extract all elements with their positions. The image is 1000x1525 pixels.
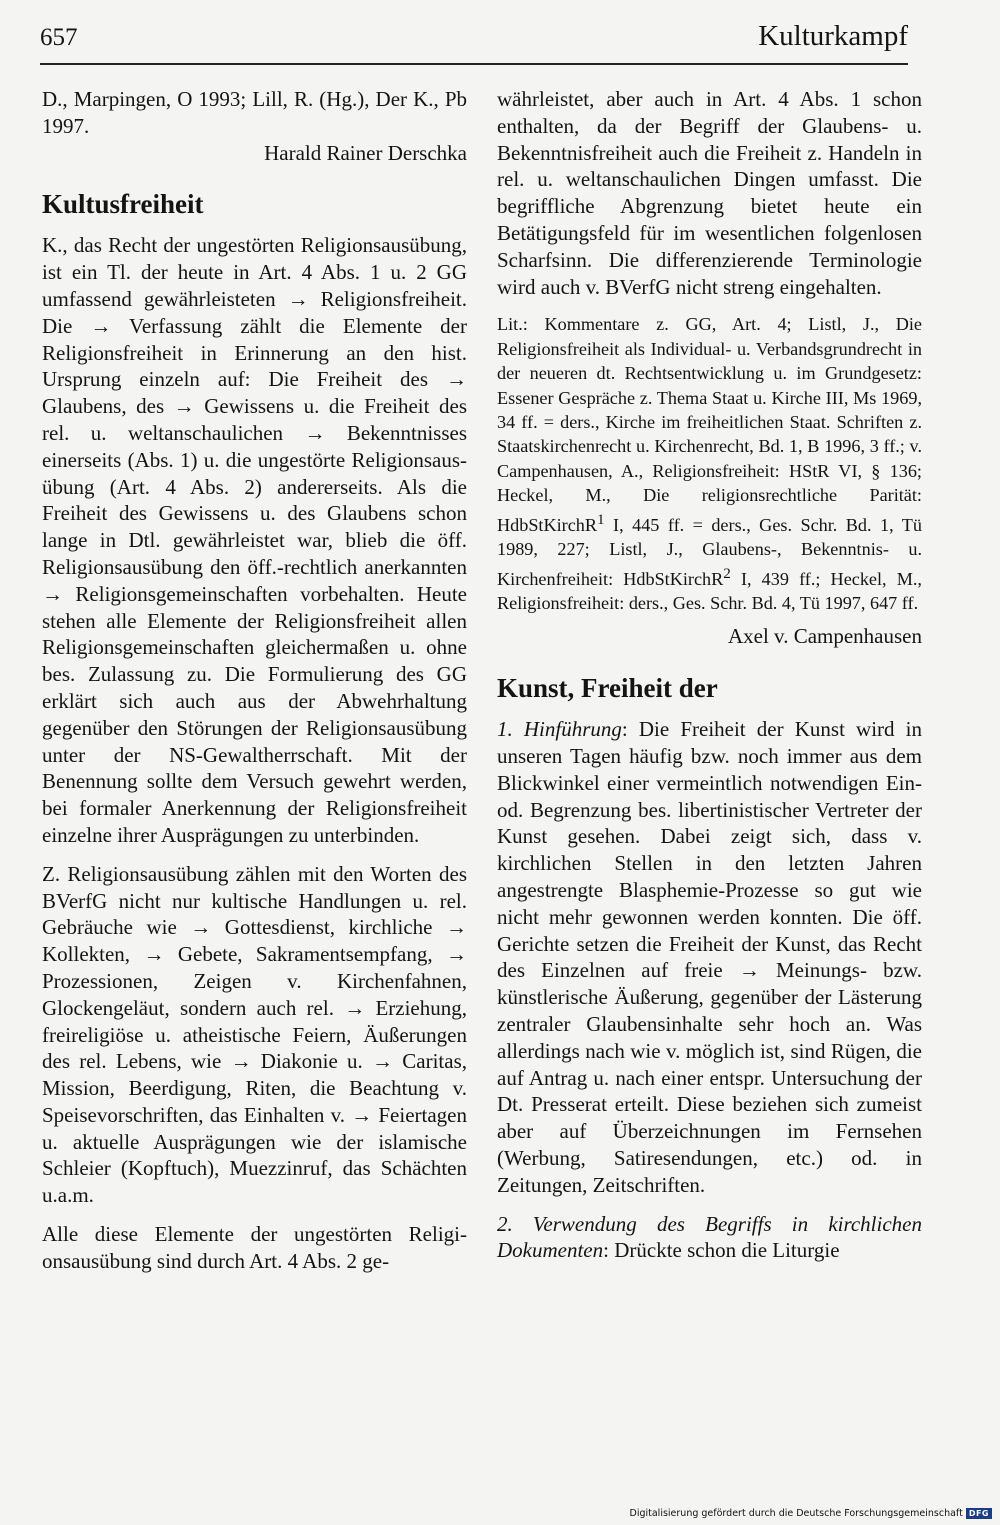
entry-author: Axel v. Campenhausen — [727, 624, 922, 649]
kultusfreiheit-paragraph-2: Z. Religionsausübung zählen mit den Worten des BVerfG nicht nur kultische Handlungen u. rel. Gebräuche wie → Gottesdienst, kirchliche → Kollekten, → Gebete, Sakramentsempfang, → Prozessionen, Zeigen v. Kirchenfahnen, Glockengeläut, sondern auch rel. → Erziehung, freireligiöse u. atheistische Feiern, Äußerungen des rel. Lebens, wie → Diakonie u. → Caritas, Mission, Beerdigung, Riten, die Beachtung v. Speisevorschriften, das Einhalten v. → Feiertagen u. aktuelle Ausprägungen wie der islamische Schleier (Kopftuch), Muezzinruf, das Schächten u.a.m. — [42, 861, 467, 1208]
section-2-heading: 2. Verwendung des Begriffs in kirchlichen Dokumenten — [497, 1211, 922, 1263]
superscript-1: 1 — [597, 510, 605, 528]
kunst-section-1 — [497, 716, 922, 1198]
kultusfreiheit-paragraph-4: währleistet, aber auch in Art. 4 Abs. 1 schon enthalten, da der Begriff der Glaubens- u. Bekenntnisfreiheit auch die Freiheit z. Handeln in rel. u. weltanschaulichen Dingen umfasst. Die begriffliche Abgrenzung bietet heute ein Betätigungsfeld für im wesentlichen folgenlosen Scharfsinn. Die differenzierende Terminologie wird auch v. BVerfG nicht streng eingehalten. — [497, 87, 922, 299]
left-column — [42, 86, 467, 1287]
entry-title-kunst: Kunst, Freiheit der — [497, 673, 718, 704]
section-1-text: : Die Freiheit der Kunst wird in unseren Tagen häufig bzw. noch immer aus dem Blickwinkel einer vermeintlich notwendigen Ein- od. Begrenzung bes. libertinistischer Vertreter der Kunst gesehen. Dabei zeigt sich, dass v. kirchlichen Stellen in den letzten Jahren angestrengte Blasphemie-Prozesse so gut wie nicht mehr gewonnen werden konnten. Die öff. Gerichte setzen die Freiheit der Kunst, das Recht des Einzelnen auf freie → Meinungs- bzw. künstlerische Äußerung, gegenüber der Lästerung zentraler Glaubensinhalte sehr hoch an. Was allerdings nach wie v. möglich ist, sind Rügen, die auf Antrag u. nach einer entspr. Untersuchung der Dt. Presserat erteilt. Diese beziehen sich zumeist aber auf Überzeichnungen im Fernsehen (Werbung, Satiresendungen, etc.) od. in Zeitungen, Zeitschriften. — [497, 717, 922, 1197]
digitization-footer — [630, 1508, 992, 1519]
header-rule — [40, 63, 908, 65]
literature-part-a: Lit.: Kommentare z. GG, Art. 4; Listl, J., Die Religionsfreiheit als Individual- u. Verbandsgrundrecht in der neueren dt. Rechtsentwicklung u. im Grundgesetz: Essener Gespräche z. Thema Staat u. Kirche III, Ms 1969, 34 ff. = ders., Kirche im freiheitlichen Staat. Schriften z. Staatskirchenrecht u. Kirchenrecht, Bd. 1, B 1996, 3 ff.; v. Campenhausen, A., Religionsfreiheit: HStR VI, § 136; Heckel, M., Die religionsrechtliche Parität: HdbStKirchR — [497, 314, 922, 535]
running-title: Kulturkampf — [758, 20, 908, 52]
footer-text: Digitalisierung gefördert durch die Deutsche Forschungsgemeinschaft — [629, 1508, 963, 1519]
literature-part-b: I, 445 ff. = ders., Ges. Schr. Bd. 1, Tü 1989, 227; Listl, J., Glaubens-, Bekenntnis- u. Kirchenfreiheit: HdbStKirchR — [497, 514, 922, 589]
entry-title-kultusfreiheit: Kultusfreiheit — [42, 189, 204, 220]
literature-part-c: I, 439 ff.; Heckel, M., Religionsfreiheit: ders., Ges. Schr. Bd. 4, Tü 1997, 647 ff. — [497, 568, 922, 613]
carryover-author: Harald Rainer Derschka — [264, 140, 467, 165]
kultusfreiheit-paragraph-1: K., das Recht der ungestörten Religionsausübung, ist ein Tl. der heute in Art. 4 Abs. 1 u. 2 GG umfassend gewährleisteten → Religionsfreiheit. Die → Verfassung zählt die Elemente der Religionsfreiheit in Erinnerung an den hist. Ursprung einzeln auf: Die Freiheit des → Glaubens, des → Gewissens u. die Freiheit des rel. u. weltanschaulichen → Bekenntnisses einerseits (Abs. 1) u. die ungestörte Religionsausübung (Art. 4 Abs. 2) andererseits. Als die Freiheit des Gewissens u. des Glaubens schon lange in Dtl. gewährleistet war, blieb die öff. Religionsausübung den öff.-rechtlich anerkannten → Religionsgemeinschaften vorbehalten. Heute stehen alle Elemente der Religionsfreiheit allen Religionsgemeinschaften gleichermaßen u. ohne bes. Zulassung zu. Die Formulierung des GG erklärt sich auch aus der Abwehrhaltung gegenüber den Störungen der Religionsausübung unter der NS-Gewaltherrschaft. Mit der Benennung sollte dem Versuch gewehrt werden, bei formaler Anerkennung der Religionsfreiheit einzelne ihrer Ausprägungen zu unterbinden. — [42, 233, 467, 847]
section-1-heading: 1. Hinführung — [497, 717, 622, 742]
kultusfreiheit-paragraph-3: Alle diese Elemente der ungestörten Religionsausübung sind durch Art. 4 Abs. 2 ge- — [42, 1222, 467, 1273]
literature-references — [497, 312, 922, 615]
kunst-section-2 — [497, 1211, 922, 1265]
page-number: 657 — [40, 24, 78, 51]
right-column — [497, 86, 922, 1276]
section-2-text: : Drückte schon die Liturgie — [603, 1238, 840, 1263]
dfg-logo: DFG — [966, 1508, 992, 1519]
carryover-reference: D., Marpingen, O 1993; Lill, R. (Hg.), Der K., Pb 1997. — [42, 87, 467, 138]
superscript-2: 2 — [723, 564, 731, 582]
